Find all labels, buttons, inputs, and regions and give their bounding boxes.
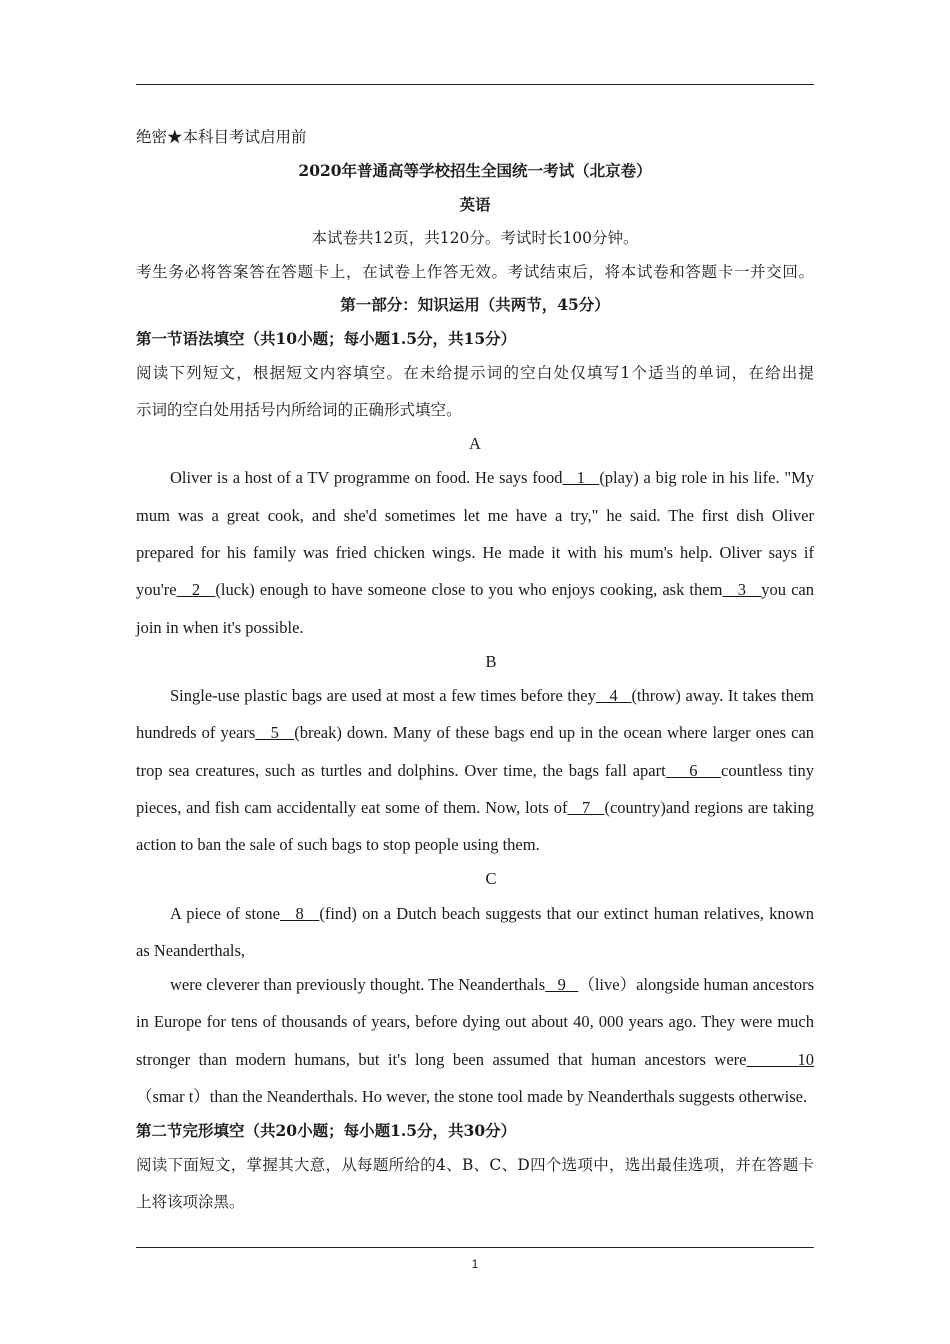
blank-3[interactable]: 3 bbox=[722, 580, 762, 599]
blank-2[interactable]: 2 bbox=[176, 580, 216, 599]
passage-b-label: B bbox=[485, 652, 497, 671]
blank-5[interactable]: 5 bbox=[255, 723, 295, 742]
passage-a-label: A bbox=[469, 434, 481, 453]
passage-c-line: in Europe for tens of thousands of years, before dying out about 40, 000 years ago. They were much bbox=[136, 1012, 814, 1031]
subject-title: 英语 bbox=[459, 195, 491, 214]
exam-notice: 考生务必将答案答在答题卡上，在试卷上作答无效。考试结束后，将本试卷和答题卡一并交回。 bbox=[136, 263, 814, 281]
passage-c-label: C bbox=[485, 869, 497, 888]
blank-4[interactable]: 4 bbox=[595, 686, 632, 705]
exam-info: 本试卷共12页，共120分。考试时长100分钟。 bbox=[311, 229, 639, 247]
passage-b-line: Single-use plastic bags are used at most a few times before they 4 (throw) away. It takes them bbox=[170, 686, 814, 705]
passage-c-line: A piece of stone 8 (find) on a Dutch beach suggests that our extinct human relatives, known bbox=[170, 904, 814, 923]
part1-heading: 第一部分：知识运用（共两节，45分） bbox=[340, 295, 610, 314]
section2-instruction-cont: 上将该项涂黑。 bbox=[136, 1193, 245, 1211]
passage-c-line: were cleverer than previously thought. The Neanderthals 9 （live）alongside human ancestors bbox=[170, 975, 814, 994]
passage-a-line: prepared for his family was fried chicken wings. He made it with his mum's help. Oliver says if bbox=[136, 543, 814, 562]
section1-instruction: 阅读下列短文，根据短文内容填空。在未给提示词的空白处仅填写1个适当的单词，在给出提 bbox=[136, 364, 814, 382]
blank-6[interactable]: 6 bbox=[665, 761, 722, 780]
section2-heading: 第二节完形填空（共20小题；每小题1.5分，共30分） bbox=[136, 1121, 517, 1140]
page-number: 1 bbox=[471, 1257, 479, 1271]
blank-10[interactable]: 10 bbox=[746, 1050, 815, 1069]
blank-1[interactable]: 1 bbox=[562, 468, 600, 487]
section1-heading: 第一节语法填空（共10小题；每小题1.5分，共15分） bbox=[136, 329, 517, 348]
blank-9[interactable]: 9 bbox=[545, 975, 579, 994]
passage-a-line: you're 2 (luck) enough to have someone close to you who enjoys cooking, ask them 3 you can bbox=[136, 580, 815, 599]
passage-a-line: mum was a great cook, and she'd sometimes let me have a try," he said. The first dish Oliver bbox=[136, 506, 814, 525]
blank-8[interactable]: 8 bbox=[279, 904, 320, 923]
passage-b-line: action to ban the sale of such bags to stop people using them. bbox=[136, 835, 540, 854]
passage-b-line: pieces, and fish cam accidentally eat some of them. Now, lots of 7 (country)and regions are taking bbox=[136, 798, 814, 817]
blank-7[interactable]: 7 bbox=[567, 798, 605, 817]
passage-c-line: as Neanderthals, bbox=[136, 941, 246, 960]
section1-instruction-cont: 示词的空白处用括号内所给词的正确形式填空。 bbox=[136, 401, 462, 419]
passage-c-line: （smar t）than the Neanderthals. Ho wever, the stone tool made by Neanderthals suggests otherwise. bbox=[136, 1087, 808, 1106]
header-rule bbox=[136, 84, 814, 85]
section2-instruction: 阅读下面短文，掌握其大意，从每题所给的4、B、C、D四个选项中，选出最佳选项，并在答题卡 bbox=[136, 1156, 814, 1174]
footer-rule bbox=[136, 1247, 814, 1248]
exam-title: 2020年普通高等学校招生全国统一考试（北京卷） bbox=[298, 161, 652, 180]
passage-a-line: Oliver is a host of a TV programme on food. He says food 1 (play) a big role in his life. "My bbox=[170, 468, 814, 487]
secret-label: 绝密★本科目考试启用前 bbox=[136, 128, 307, 146]
passage-b-line: trop sea creatures, such as turtles and dolphins. Over time, the bags fall apart 6 countless tiny bbox=[136, 761, 814, 780]
passage-b-line: hundreds of years 5 (break) down. Many of these bags end up in the ocean where larger ones can bbox=[136, 723, 815, 742]
passage-a-line: join in when it's possible. bbox=[136, 618, 304, 637]
passage-c-line: stronger than modern humans, but it's long been assumed that human ancestors were 10 bbox=[136, 1050, 815, 1069]
